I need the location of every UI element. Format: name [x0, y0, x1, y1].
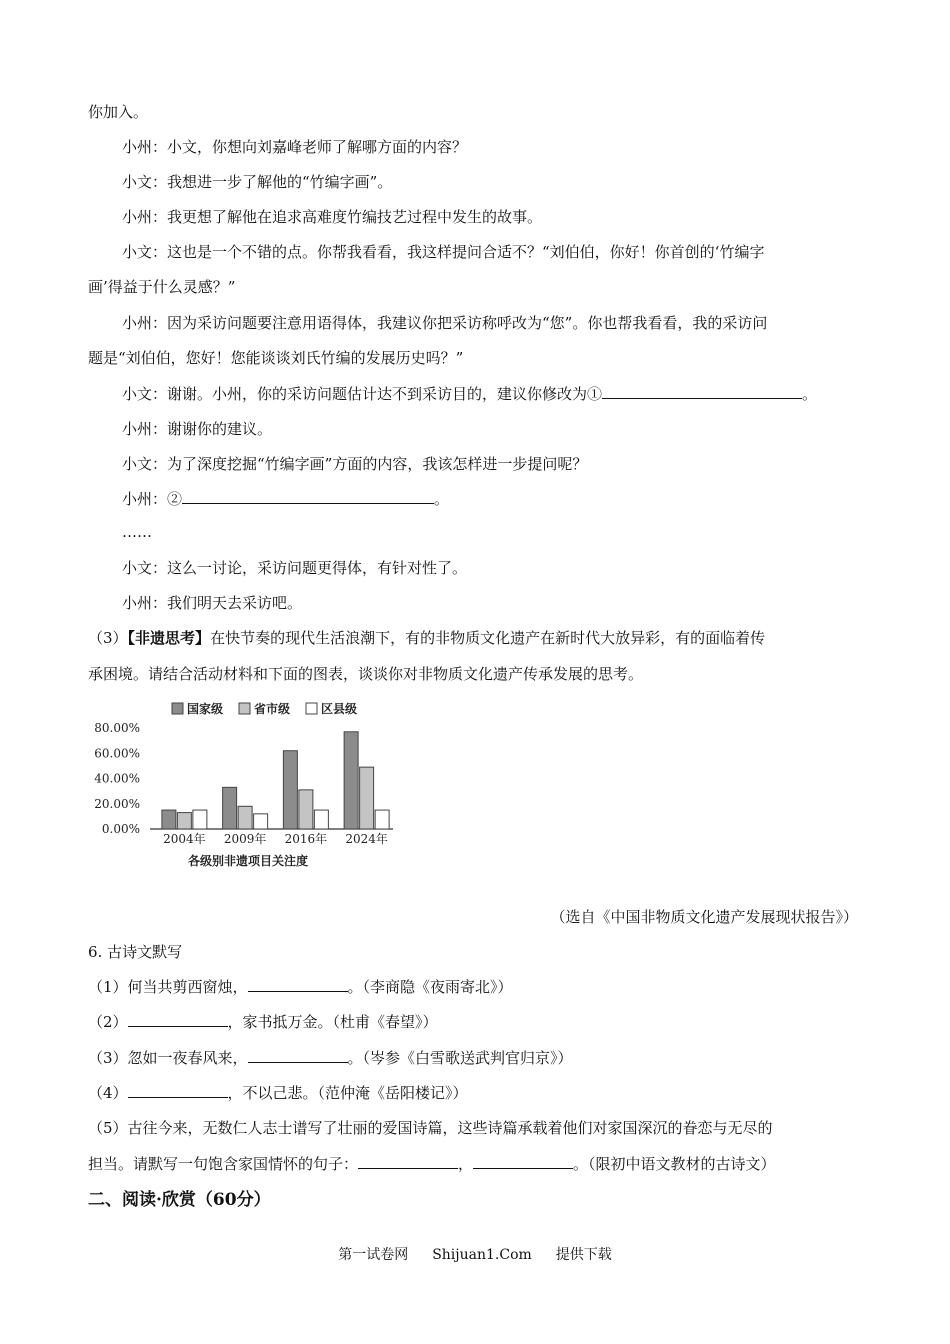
- dialogue-line-cont: 画’得益于什么灵感？”: [88, 278, 236, 296]
- poem-source: ，不以己悲。（范仲淹《岳阳楼记》）: [227, 1084, 468, 1102]
- x-tick-label: 2009年: [223, 832, 267, 846]
- poem-source: 。（李商隐《夜雨寄北》）: [347, 978, 513, 996]
- punct: 。: [434, 490, 450, 508]
- dialogue-text: 小州：②: [122, 490, 183, 508]
- bar: [238, 806, 252, 829]
- bar: [344, 732, 358, 829]
- y-tick-label: 80.00%: [94, 721, 140, 735]
- y-tick-label: 20.00%: [94, 796, 140, 811]
- answer-blank-2[interactable]: [182, 489, 434, 504]
- bar: [223, 787, 237, 829]
- poem-blank-1[interactable]: [248, 977, 348, 992]
- dialogue-text: 小文：谢谢。小州，你的采访问题估计达不到采访目的，建议你修改为①: [122, 385, 603, 403]
- poem-item-4: [88, 1083, 862, 1103]
- dialogue-line: 小文：这么一讨论，采访问题更得体，有针对性了。: [122, 559, 468, 577]
- legend-swatch: [172, 703, 183, 714]
- dialogue-line: 小州：因为采访问题要注意用语得体，我建议你把采访称呼改为“您”。你也帮我看看，我的采访问: [122, 314, 768, 332]
- poem-source: 。（岑参《白雪歌送武判官归京》）: [347, 1049, 573, 1067]
- chart-source: （选自《中国非物质文化遗产发展现状报告》）: [550, 908, 858, 926]
- legend-label: 省市级: [254, 702, 291, 716]
- x-tick-label: 2016年: [284, 832, 328, 846]
- dialogue-line: 小州：我更想了解他在追求高难度竹编技艺过程中发生的故事。: [122, 208, 543, 226]
- poem-blank-6[interactable]: [473, 1154, 573, 1169]
- bar: [283, 751, 297, 829]
- poem-item-3: [88, 1048, 862, 1068]
- poem-blank-3[interactable]: [248, 1048, 348, 1063]
- dialogue-line-cont: 题是“刘伯伯，您好！您能谈谈刘氏竹编的发展历史吗？”: [88, 349, 464, 367]
- footer-site: 第一试卷网: [338, 1247, 409, 1263]
- bar: [314, 810, 328, 829]
- dialogue-line: 小文：为了深度挖掘“竹编字画”方面的内容，我该怎样进一步提问呢？: [122, 455, 588, 473]
- punct: 。: [802, 385, 818, 403]
- y-tick-label: 60.00%: [94, 746, 140, 761]
- x-axis: [163, 831, 388, 846]
- bar: [193, 810, 207, 829]
- question-text: 在快节奏的现代生活浪潮下，有的非物质文化遗产在新时代大放异彩，有的面临着传: [210, 629, 766, 647]
- page-footer: [0, 1246, 950, 1264]
- text-line: 你加入。: [88, 103, 149, 121]
- question-3: [88, 628, 862, 648]
- poem-item-2: [88, 1012, 862, 1032]
- bar: [177, 813, 191, 829]
- x-tick-label: 2004年: [163, 832, 206, 846]
- question-6-title: 6. 古诗文默写: [88, 943, 183, 961]
- y-tick-label: 40.00%: [94, 771, 140, 786]
- legend-swatch: [239, 703, 250, 714]
- bar: [254, 814, 268, 829]
- punct: ，: [458, 1155, 474, 1173]
- poem-source: ，家书抵万金。（杜甫《春望》）: [227, 1013, 438, 1031]
- dialogue-line: 小文：我想进一步了解他的“竹编字画”。: [122, 173, 393, 191]
- poem-note: 。（限初中语文教材的古诗文）: [573, 1155, 776, 1173]
- poem-text: （1）何当共剪西窗烛，: [88, 978, 248, 996]
- poem-blank-2[interactable]: [128, 1012, 228, 1027]
- dialogue-line: 小州：小文，你想向刘嘉峰老师了解哪方面的内容？: [122, 138, 468, 156]
- legend-label: 区县级: [321, 702, 358, 716]
- bar: [162, 810, 176, 829]
- bar: [375, 810, 389, 829]
- poem-text: 担当。请默写一句饱含家国情怀的句子：: [88, 1155, 359, 1173]
- y-tick-label: 0.00%: [101, 822, 140, 836]
- poem-text: （4）: [88, 1084, 128, 1102]
- footer-domain: Shijuan1.Com: [432, 1247, 532, 1263]
- chart-legend: [172, 701, 357, 716]
- question-3-cont: 承困境。请结合活动材料和下面的图表，谈谈你对非物质文化遗产传承发展的思考。: [88, 665, 644, 683]
- dialogue-line: 小州：谢谢你的建议。: [122, 420, 273, 438]
- question-number: （3）: [88, 629, 128, 647]
- poem-item-5-cont: [88, 1154, 862, 1174]
- chart-bars: [162, 732, 389, 829]
- poem-blank-5[interactable]: [358, 1154, 458, 1169]
- dialogue-line-with-blank: [122, 384, 862, 404]
- footer-note: 提供下载: [555, 1247, 612, 1263]
- chart-title: 各级别非遗项目关注度: [187, 854, 309, 868]
- poem-item-1: [88, 977, 862, 997]
- legend-label: 国家级: [187, 702, 224, 716]
- poem-text: （3）忽如一夜春风来，: [88, 1049, 248, 1067]
- poem-blank-4[interactable]: [128, 1083, 228, 1098]
- ellipsis: ……: [122, 523, 152, 541]
- section-heading: 二、阅读·欣赏（60分）: [88, 1190, 271, 1210]
- legend-swatch: [306, 703, 317, 714]
- answer-blank-1[interactable]: [602, 384, 802, 399]
- dialogue-line: 小州：我们明天去采访吧。: [122, 594, 303, 612]
- bar: [360, 767, 374, 829]
- poem-item-5: （5）古往今来，无数仁人志士谱写了壮丽的爱国诗篇，这些诗篇承载着他们对家国深沉的眷恋与无尽的: [88, 1119, 773, 1137]
- dialogue-line: 小文：这也是一个不错的点。你帮我看看，我这样提问合适不？“刘伯伯，你好！你首创的‘竹编字: [122, 243, 765, 261]
- question-tag: 【非遗思考】: [127, 629, 211, 647]
- bar: [299, 790, 313, 829]
- bar-chart: [88, 695, 418, 875]
- poem-text: （2）: [88, 1013, 128, 1031]
- x-tick-label: 2024年: [345, 832, 388, 846]
- dialogue-line-with-blank: [122, 489, 862, 509]
